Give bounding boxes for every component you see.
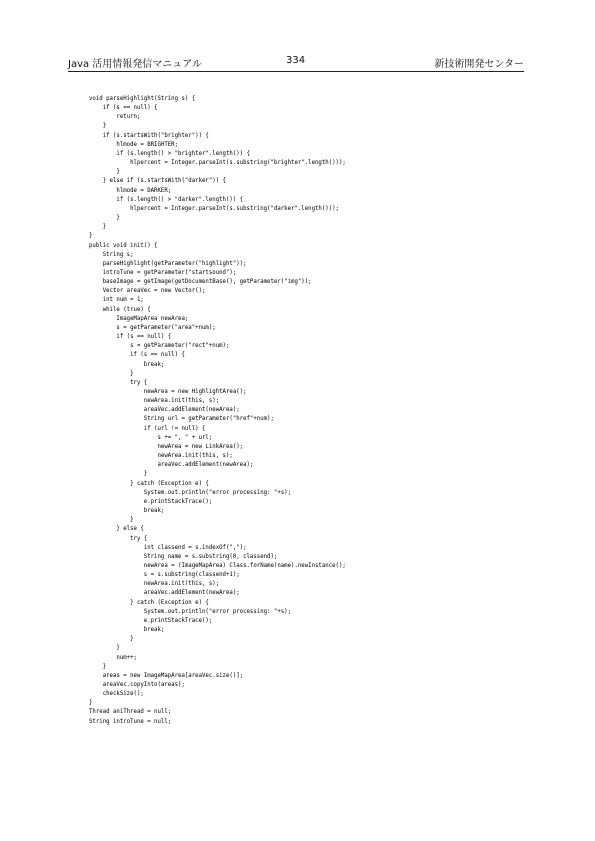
code-line: checkSize(); — [89, 691, 144, 698]
code-line: newArea = new LinkArea(); — [89, 443, 244, 450]
code-line: e.printStackTrace(); — [89, 498, 213, 505]
code-line: hlmode = DARKER; — [89, 187, 172, 194]
page-number: 334 — [286, 55, 306, 66]
code-line: Thread aniThread = null; — [89, 709, 172, 716]
code-line: } — [89, 517, 134, 524]
code-line: void parseHighlight(String s) { — [89, 96, 196, 102]
code-line: String introTune = null; — [89, 718, 172, 725]
code-line: while (true) { — [89, 306, 151, 313]
code-line: areaVec.addElement(newArea); — [89, 407, 240, 414]
code-line: } catch (Exception e) { — [89, 480, 209, 487]
code-line: s += ", " + url; — [89, 434, 213, 441]
code-line: s = getParameter("rect"+num); — [89, 343, 230, 350]
code-line: System.out.println("error processing: "+s); — [89, 608, 292, 615]
code-line: } — [89, 123, 107, 130]
code-line: if (s == null) { — [89, 105, 158, 112]
header-organization: 新技術開発センター — [434, 59, 524, 70]
code-line: String url = getParameter("href"+num); — [89, 416, 274, 423]
code-line: introTune = getParameter("startsound"); — [89, 269, 237, 276]
code-line: } — [89, 663, 107, 670]
code-line: areaVec.copyInto(areas); — [89, 682, 185, 688]
code-line: break; — [89, 508, 165, 515]
code-line: } — [89, 645, 120, 652]
code-line: public void init() { — [89, 242, 158, 249]
code-line: String s; — [89, 251, 134, 258]
code-line: ImageMapArea newArea; — [89, 315, 189, 322]
code-line: } — [89, 224, 107, 231]
code-line: newArea = (ImageMapArea) Class.forName(name).newInstance(); — [89, 562, 346, 569]
code-line: if (s.startsWith("brighter")) { — [89, 132, 209, 139]
code-line: if (s == null) { — [89, 334, 172, 341]
code-line: hlmode = BRIGHTER; — [89, 141, 179, 148]
code-line: areaVec.addElement(newArea); — [89, 590, 240, 597]
code-line: String name = s.substring(0, classend); — [89, 553, 278, 560]
code-line: parseHighlight(getParameter("highlight")); — [89, 260, 247, 267]
code-line: newArea.init(this, s); — [89, 453, 233, 460]
code-line: } — [89, 636, 134, 643]
code-line: areaVec.addElement(newArea); — [89, 462, 254, 469]
code-line: newArea = new HighlightArea(); — [89, 389, 247, 395]
code-line: try { — [89, 379, 148, 386]
code-line: } — [89, 700, 93, 707]
code-line: s = getParameter("area"+num); — [89, 324, 216, 331]
code-line: areas = new ImageMapArea[areaVec.size()]; — [89, 672, 244, 679]
code-line: } — [89, 215, 120, 222]
header-divider — [68, 71, 524, 72]
code-line: try { — [89, 535, 148, 542]
code-line: newArea.init(this, s); — [89, 398, 220, 405]
code-line: break; — [89, 361, 165, 368]
code-line: } — [89, 169, 120, 176]
code-line: break; — [89, 627, 165, 634]
code-line: newArea.init(this, s); — [89, 581, 220, 588]
code-listing — [89, 95, 346, 727]
code-line: if (url != null) { — [89, 425, 206, 432]
code-line: } else if (s.startsWith("darker")) { — [89, 178, 226, 185]
page-header — [68, 53, 524, 71]
code-line: hlpercent = Integer.parseInt(s.substring("darker".length())); — [89, 205, 339, 212]
code-line: } — [89, 233, 93, 240]
code-line: int classend = s.indexOf(","); — [89, 544, 247, 551]
code-line: } — [89, 370, 134, 377]
header-title: Java 活用情報発信マニュアル — [68, 59, 202, 70]
code-line: baseImage = getImage(getDocumentBase(), getParameter("img")); — [89, 279, 312, 286]
code-line: num++; — [89, 654, 137, 661]
code-line: System.out.println("error processing: "+s); — [89, 489, 292, 496]
code-line: hlpercent = Integer.parseInt(s.substring("brighter".length())); — [89, 160, 346, 167]
code-line: } catch (Exception e) { — [89, 599, 209, 606]
code-line: e.printStackTrace(); — [89, 617, 213, 624]
code-line: Vector areaVec = new Vector(); — [89, 288, 206, 295]
code-line: if (s.length() > "darker".length()) { — [89, 196, 244, 203]
code-line: int num = 1; — [89, 297, 144, 304]
code-line: } — [89, 471, 148, 478]
code-line: if (s.length() > "brighter".length()) { — [89, 150, 250, 157]
code-line: return; — [89, 114, 141, 121]
code-line: if (s == null) { — [89, 352, 185, 359]
code-line: s = s.substring(classend+1); — [89, 572, 240, 579]
code-line: } else { — [89, 526, 144, 533]
